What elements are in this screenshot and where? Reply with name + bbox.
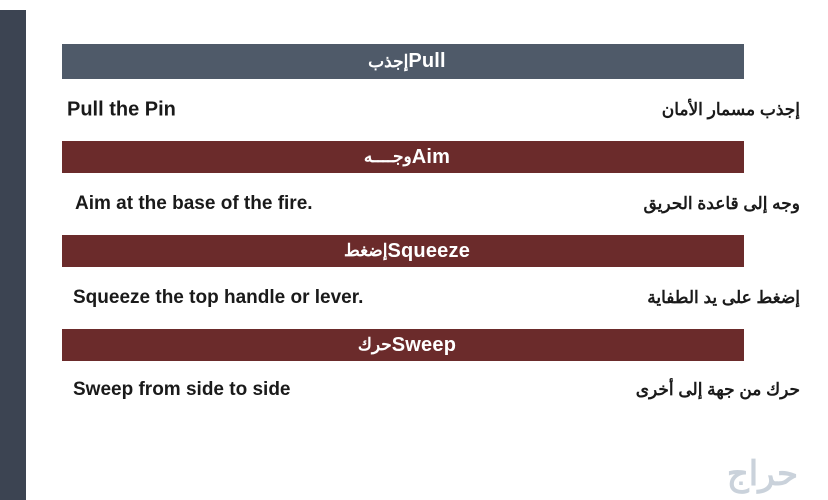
left-gutter [0, 0, 26, 500]
section-header-pull-arabic: إجذب [368, 51, 409, 71]
section-sweep [62, 329, 822, 419]
left-gutter-top-notch [0, 0, 26, 10]
watermark: حراج [726, 455, 798, 493]
section-body-sweep-arabic: حرك من جهة إلى أخرى [635, 380, 800, 399]
section-header-aim-english: Aim [411, 145, 451, 168]
section-header-squeeze-arabic: إضغط [343, 241, 388, 260]
section-header-aim [62, 141, 744, 173]
section-pull [62, 44, 822, 141]
section-aim [62, 141, 822, 235]
section-header-pull-english: Pull [408, 50, 446, 72]
section-body-squeeze [62, 267, 822, 329]
section-body-squeeze-english: Squeeze the top handle or lever. [73, 287, 364, 308]
section-body-sweep-english: Sweep from side to side [73, 379, 291, 400]
section-header-squeeze-english: Squeeze [387, 239, 471, 262]
section-body-sweep [62, 361, 822, 419]
section-header-pull [62, 44, 744, 79]
top-strip [26, 0, 62, 10]
section-body-pull-arabic: إجذب مسمار الأمان [661, 100, 800, 119]
right-edge [822, 0, 828, 500]
slide-content [62, 10, 822, 500]
section-header-sweep [62, 329, 744, 361]
section-header-sweep-arabic: حرك [357, 335, 392, 354]
section-body-pull [62, 79, 822, 141]
section-header-squeeze [62, 235, 744, 267]
section-squeeze [62, 235, 822, 329]
section-body-squeeze-arabic: إضغط على يد الطفاية [647, 288, 800, 307]
section-header-aim-arabic: وجــــه [363, 147, 412, 166]
section-body-aim-arabic: وجه إلى قاعدة الحريق [643, 194, 800, 213]
section-body-aim-english: Aim at the base of the fire. [75, 193, 313, 214]
section-header-sweep-english: Sweep [391, 333, 457, 356]
section-body-aim [62, 173, 822, 235]
section-body-pull-english: Pull the Pin [67, 98, 176, 121]
